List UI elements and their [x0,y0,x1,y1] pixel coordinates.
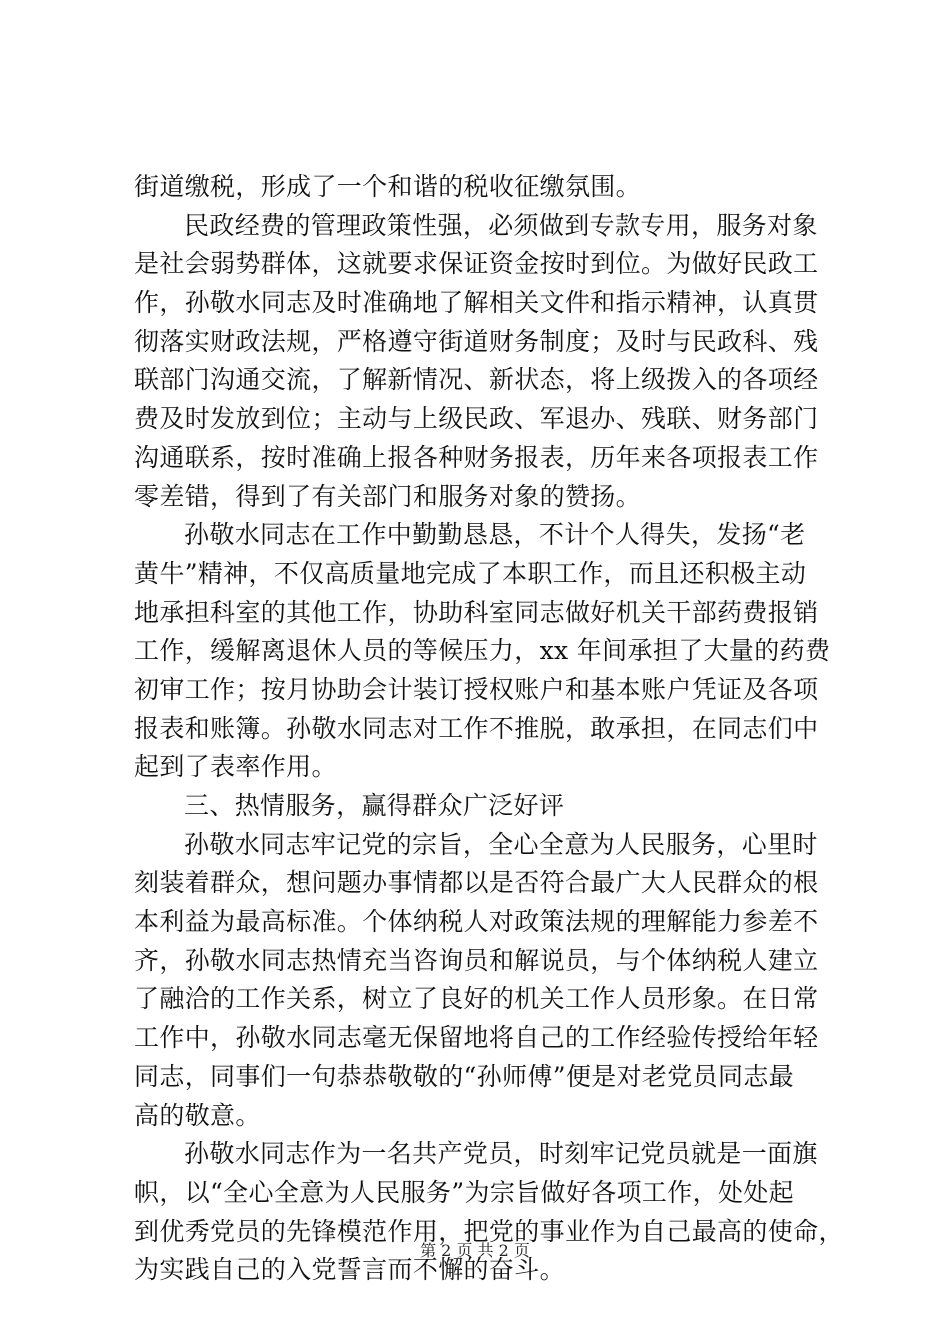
text-line: 了融洽的工作关系，树立了良好的机关工作人员形象。在日常 [134,984,819,1014]
text-line: 帜，以“全心全意为人民服务”为宗旨做好各项工作，处处起 [134,1177,795,1207]
text-line: 零差错，得到了有关部门和服务对象的赞扬。 [134,481,642,511]
text-line: 地承担科室的其他工作，协助科室同志做好机关干部药费报销 [134,597,819,627]
text-line: 同志，同事们一句恭恭敬敬的“孙师傅”便是对老党员同志最 [134,1061,795,1091]
text-line: 费及时发放到位；主动与上级民政、军退办、残联、财务部门 [134,404,819,434]
text-line: 报表和账簿。孙敬水同志对工作不推脱，敢承担，在同志们中 [134,713,819,743]
text-line: 孙敬水同志作为一名共产党员，时刻牢记党员就是一面旗 [184,1139,818,1169]
text-line: 孙敬水同志在工作中勤勤恳恳，不计个人得失，发扬“老 [184,520,806,550]
text-line: 民政经费的管理政策性强，必须做到专款专用，服务对象 [184,210,818,240]
text-line: 初审工作；按月协助会计装订授权账户和基本账户凭证及各项 [134,674,819,704]
text-line: 本利益为最高标准。个体纳税人对政策法规的理解能力参差不 [134,907,819,937]
text-line: 到优秀党员的先锋模范作用，把党的事业作为自己最高的使命， [134,1216,844,1246]
text-line: 工作，缓解离退休人员的等候压力，xx 年间承担了大量的药费 [134,636,831,666]
text-line: 高的敬意。 [134,1100,261,1130]
text-line: 为实践自己的入党誓言而不懈的奋斗。 [134,1255,565,1285]
text-line: 作，孙敬水同志及时准确地了解相关文件和指示精神，认真贯 [134,288,819,318]
text-line: 联部门沟通交流，了解新情况、新状态，将上级拨入的各项经 [134,365,819,395]
text-line: 起到了表率作用。 [134,752,337,782]
text-line: 孙敬水同志牢记党的宗旨，全心全意为人民服务，心里时 [184,829,818,859]
text-line: 街道缴税，形成了一个和谐的税收征缴氛围。 [134,172,642,201]
text-line: 刻装着群众，想问题办事情都以是否符合最广大人民群众的根 [134,868,819,898]
text-line: 是社会弱势群体，这就要求保证资金按时到位。为做好民政工 [134,249,819,279]
text-line: 沟通联系，按时准确上报各种财务报表，历年来各项报表工作 [134,442,819,472]
document-body [134,168,844,1290]
text-line: 齐，孙敬水同志热情充当咨询员和解说员，与个体纳税人建立 [134,945,819,975]
text-line: 工作中，孙敬水同志毫无保留地将自己的工作经验传授给年轻 [134,1023,819,1053]
page-footer: 第 2 页 共 2 页 [420,1241,530,1260]
text-line: 三、热情服务，赢得群众广泛好评 [184,791,565,820]
text-line: 彻落实财政法规，严格遵守街道财务制度；及时与民政科、残 [134,326,819,356]
text-line: 黄牛”精神，不仅高质量地完成了本职工作，而且还积极主动 [134,558,807,588]
